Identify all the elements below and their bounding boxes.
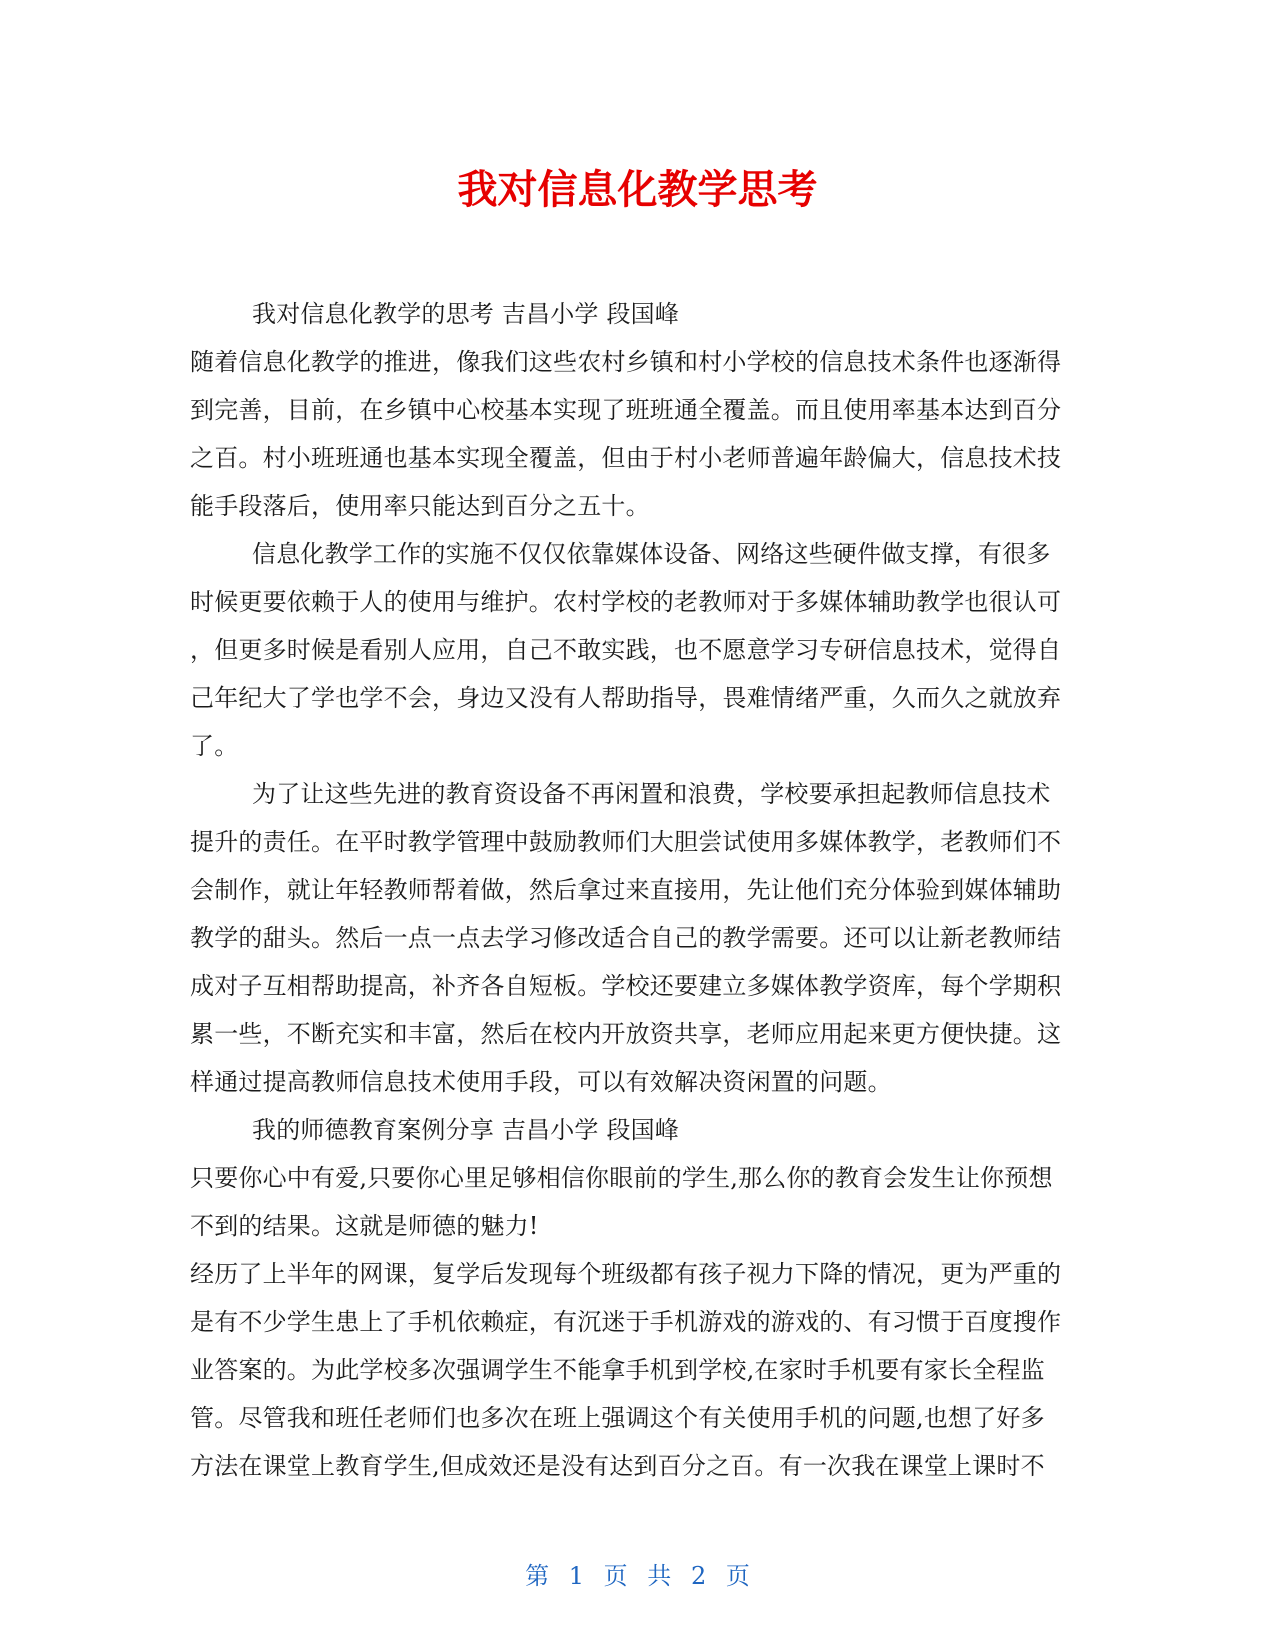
paragraph-line: 累一些，不断充实和丰富，然后在校内开放资共享，老师应用起来更方便快捷。这 [190, 1020, 1062, 1048]
paragraph-line: 方法在课堂上教育学生,但成效还是没有达到百分之百。有一次我在课堂上课时不 [190, 1452, 1045, 1480]
paragraph-line: 成对子互相帮助提高，补齐各自短板。学校还要建立多媒体教学资库，每个学期积 [190, 972, 1062, 1000]
paragraph-line: 不到的结果。这就是师德的魅力! [190, 1212, 539, 1240]
paragraph-line: 业答案的。为此学校多次强调学生不能拿手机到学校,在家时手机要有家长全程监 [190, 1356, 1045, 1384]
paragraph-line: 时候更要依赖于人的使用与维护。农村学校的老教师对于多媒体辅助教学也很认可 [190, 588, 1062, 616]
paragraph-line: 提升的责任。在平时教学管理中鼓励教师们大胆尝试使用多媒体教学，老教师们不 [190, 828, 1062, 856]
paragraph-line: 经历了上半年的网课，复学后发现每个班级都有孩子视力下降的情况，更为严重的 [190, 1260, 1062, 1288]
paragraph-line: 己年纪大了学也学不会，身边又没有人帮助指导，畏难情绪严重，久而久之就放弃 [190, 684, 1062, 712]
paragraph-line: 样通过提高教师信息技术使用手段，可以有效解决资闲置的问题。 [190, 1068, 892, 1096]
paragraph-line: 教学的甜头。然后一点一点去学习修改适合自己的教学需要。还可以让新老教师结 [190, 924, 1062, 952]
document-title: 我对信息化教学思考 [457, 167, 818, 213]
page-number-footer: 第 1 页 共 2 页 [525, 1562, 750, 1590]
paragraph-line: 到完善，目前，在乡镇中心校基本实现了班班通全覆盖。而且使用率基本达到百分 [190, 396, 1062, 424]
paragraph-line: 之百。村小班班通也基本实现全覆盖，但由于村小老师普遍年龄偏大，信息技术技 [190, 444, 1062, 472]
paragraph-line: 能手段落后，使用率只能达到百分之五十。 [190, 492, 650, 520]
paragraph-line: 信息化教学工作的实施不仅仅依靠媒体设备、网络这些硬件做支撑，有很多 [252, 540, 1051, 568]
paragraph-line: 只要你心中有爱,只要你心里足够相信你眼前的学生,那么你的教育会发生让你预想 [190, 1164, 1053, 1192]
paragraph-line: 会制作，就让年轻教师帮着做，然后拿过来直接用，先让他们充分体验到媒体辅助 [190, 876, 1062, 904]
paragraph-line: ，但更多时候是看别人应用，自己不敢实践，也不愿意学习专研信息技术，觉得自 [190, 636, 1062, 664]
section-heading-informatization: 我对信息化教学的思考 吉昌小学 段国峰 [252, 300, 680, 328]
document-body [190, 290, 1090, 1490]
paragraph-line: 为了让这些先进的教育资设备不再闲置和浪费，学校要承担起教师信息技术 [252, 780, 1051, 808]
paragraph-line: 随着信息化教学的推进，像我们这些农村乡镇和村小学校的信息技术条件也逐渐得 [190, 348, 1062, 376]
paragraph-line: 是有不少学生患上了手机依赖症，有沉迷于手机游戏的游戏的、有习惯于百度搜作 [190, 1308, 1062, 1336]
section-heading-ethics: 我的师德教育案例分享 吉昌小学 段国峰 [252, 1116, 680, 1144]
paragraph-line: 管。尽管我和班任老师们也多次在班上强调这个有关使用手机的问题,也想了好多 [190, 1404, 1045, 1432]
paragraph-line: 了。 [190, 732, 239, 760]
